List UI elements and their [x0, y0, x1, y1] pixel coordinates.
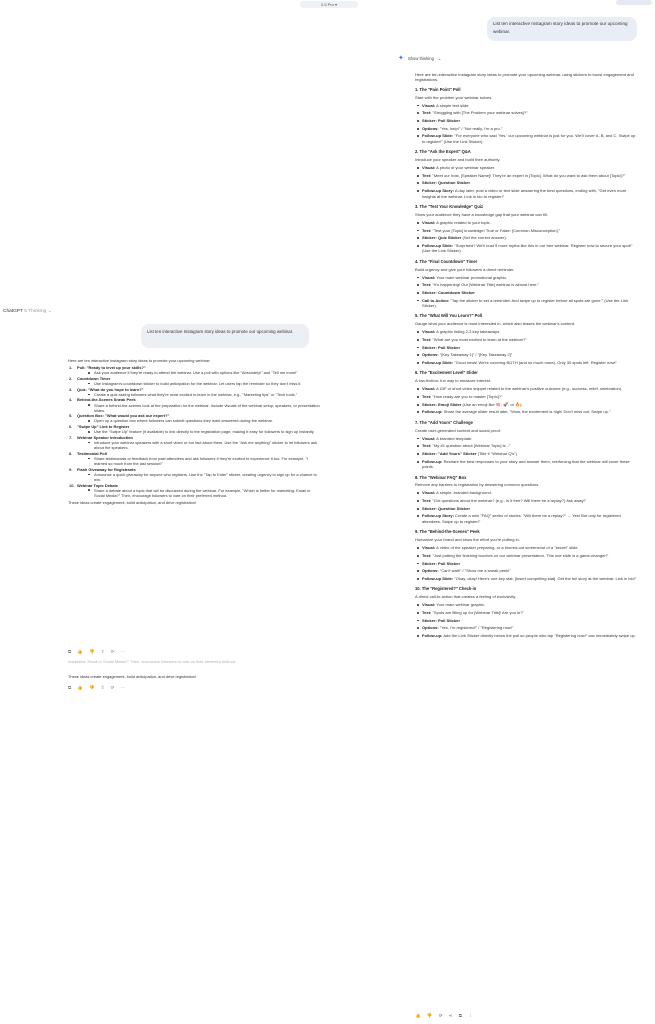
right-bullet: [415, 126, 637, 131]
left-outro-repeat: These ideas create engagement, build anticipation, and drive registration!: [68, 674, 197, 679]
right-bullet: [415, 275, 637, 280]
right-bullet-key: Follow-up Slide:: [422, 360, 454, 366]
left-idea-title: Testimonial Poll: [77, 450, 107, 456]
left-idea-number: 1.: [69, 365, 73, 371]
right-bullet: [415, 103, 637, 108]
left-idea-detail: Introduce your webinar speakers with a short video or fun fact about them. Use the "Ask me anything" sticker to let followers ask about the speakers.: [77, 440, 320, 450]
right-bullet: [415, 443, 637, 448]
right-section-title: 7. The "Add Yours" Challenge: [415, 419, 473, 425]
right-section-title: 1. The "Pain Point" Poll: [415, 86, 461, 92]
right-section: [415, 586, 637, 638]
right-section-desc: Start with the problem your webinar solves.: [415, 94, 493, 100]
right-bullet-key: Sticker: Quiz Sticker: [422, 235, 462, 241]
right-section: [415, 87, 637, 144]
right-bullet-value: Your main webinar promotional graphic.: [435, 274, 508, 280]
left-idea-title: Countdown Timer: [77, 375, 111, 381]
right-intro: Here are ten interactive Instagram story ideas to promote your upcoming webinar, using stickers to boost engagement and registrations.: [415, 72, 634, 83]
right-bullet-value: "What are you most excited to learn at the webinar?": [431, 336, 527, 342]
left-ideas-list: [68, 365, 320, 498]
right-bullet: [415, 459, 637, 470]
left-idea-number: 5.: [69, 413, 73, 419]
right-bullet-value: Reshare the best responses to your story and answer them, reinforcing that the webinar will cover these points.: [422, 458, 630, 470]
right-bullet-key: Options:: [422, 352, 439, 358]
right-section: [415, 204, 637, 254]
left-idea-detail: Use Instagram's countdown sticker to build anticipation for the webinar. Let users tap the reminder so they don't miss it.: [77, 381, 320, 386]
right-bullet: [415, 513, 637, 524]
right-bullet-key: Options:: [422, 568, 439, 574]
left-idea-number: 9.: [69, 466, 73, 472]
right-bullet: [415, 451, 637, 456]
left-idea-detail: Ask your audience if they're ready to attend the webinar. Use a poll with options like "Absolutely!" and "Tell me more!": [77, 370, 320, 375]
right-bullet: [415, 165, 637, 170]
right-section-title: 3. The "Test Your Knowledge" Quiz: [415, 203, 484, 209]
left-idea-item: [68, 413, 320, 423]
right-bullet-value: Share the average slider result later, "Wow, the excitement is high! Don't miss out. Swipe up.": [442, 409, 611, 415]
right-bullet-key: Visual:: [422, 165, 436, 171]
right-section-list: [415, 386, 637, 415]
right-bullet: [415, 568, 637, 573]
right-bullet-key: Sticker: Emoji Slider: [422, 401, 462, 407]
right-bullet-value: "Struggling with [The Problem your webinar solves]?": [431, 110, 528, 116]
right-bullet-value: A graphic related to your topic.: [435, 219, 491, 225]
right-bullet-value: (Title it "Webinar Q's"): [476, 451, 518, 457]
right-section-desc: Humanize your brand and show the effort you're putting in.: [415, 537, 520, 543]
right-bullet-value: "Yes, I'm registered!" / "Registering now!": [438, 625, 514, 631]
right-bullet-key: Visual:: [422, 490, 436, 496]
right-bullet-value: "My #1 question about [Webinar Topic] is...": [431, 443, 511, 449]
right-bullet-key: Sticker: Question Sticker: [422, 180, 471, 186]
right-bullet: [415, 490, 637, 495]
left-idea-detail: Share a debate about a topic that will be discussed during the webinar. For example, "Which is better for marketing: Email or Social Media?" Then, encourage followers to vote on their preferred method.: [77, 488, 320, 498]
right-bullet-key: Follow-up Story:: [422, 188, 454, 194]
left-user-prompt-bubble: [141, 324, 309, 348]
right-bullet-value: "Meet our host, [Speaker Name]! They're an expert in [Topic]. What do you want to ask them about [Topic]?": [431, 172, 626, 178]
right-bullet-key: Options:: [422, 625, 439, 631]
right-bullet: [415, 610, 637, 615]
right-section: [415, 313, 637, 365]
right-section-desc: A low-friction, fun way to measure interest.: [415, 378, 492, 384]
left-idea-title: Webinar Speaker Introduction: [77, 434, 133, 440]
right-bullet-value: Add the Link Sticker directly below the poll so people who tap "Registering now!" can immediately swipe up.: [442, 632, 636, 638]
right-bullet-key: Text:: [422, 498, 432, 504]
right-section: [415, 259, 637, 309]
left-idea-detail: Share testimonials or feedback from past attendees and ask followers if they're excited to experience it too. For example, "I learned so much from the last session!": [77, 456, 320, 466]
chevron-down-icon: ⌄: [437, 56, 442, 61]
right-bullet-key: Text:: [422, 394, 432, 399]
left-idea-item: [68, 451, 320, 466]
left-idea-title: Poll: "Ready to level up your skills?": [77, 365, 146, 371]
right-bullet-key: Text:: [422, 609, 432, 615]
left-model-label: 5 Thinking ⌄: [24, 309, 52, 314]
right-user-prompt-text: List ten interactive Instagram story ideas to promote our upcoming webinar.: [493, 21, 628, 34]
right-bullet-key: Sticker: Poll Sticker: [422, 118, 461, 124]
right-bullet-key: Visual:: [422, 545, 436, 551]
right-bullet: [415, 298, 637, 309]
right-section-list: [415, 165, 637, 199]
right-bullet: [415, 561, 637, 566]
left-idea-number: 6.: [69, 424, 73, 430]
right-bullet-value: "It's happening! Our [Webinar Title] webinar is almost here.": [431, 282, 540, 288]
right-section: [415, 420, 637, 470]
left-idea-detail: Share a behind-the-scenes look at the preparation for the webinar. Include visuals of the webinar setup, speakers, or presentation slides.: [77, 403, 320, 413]
left-idea-number: 3.: [69, 386, 73, 392]
right-bullet: [415, 409, 637, 414]
left-idea-item: [68, 435, 320, 450]
right-bullet-value: "Okay, okay! Here's one key stat: [Insert compelling stat]. Get the full story at the webinar. Link in bio!": [453, 575, 637, 581]
left-idea-detail: Create a quiz asking followers what they're most excited to learn in the webinar, e.g., "Marketing tips" or "Tech tools.": [77, 392, 320, 397]
right-section-desc: Gauge what your audience is most interested in, which also teases the webinar's content.: [415, 321, 576, 327]
right-section-desc: Build urgency and give your followers a direct reminder.: [415, 266, 515, 272]
right-bullet: [415, 633, 637, 638]
right-bullet-value: "Got questions about the webinar? (e.g., Is it free? Will there be a replay?) Ask away!": [431, 498, 587, 504]
right-bullet: [415, 235, 637, 240]
right-bullet-value: (Set the correct answer).: [461, 235, 507, 241]
right-section-title: 2. The "Ask the Expert" Q&A: [415, 149, 471, 155]
right-bullet: [415, 282, 637, 287]
right-bullet-key: Text:: [422, 282, 432, 288]
right-section-list: [415, 545, 637, 581]
left-idea-item: [68, 424, 320, 434]
right-bullet: [415, 498, 637, 503]
right-bullet-key: Visual:: [422, 386, 436, 392]
left-response: [68, 358, 320, 505]
right-section-list: [415, 436, 637, 470]
right-section-list: [415, 602, 637, 638]
right-bullet-key: Sticker: Poll Sticker: [422, 617, 461, 623]
left-idea-number: 7.: [69, 434, 73, 440]
right-bullet: [415, 394, 637, 399]
right-bullet-key: Sticker: Countdown Sticker: [422, 289, 475, 295]
right-bullet-value: "For everyone who said 'Yes,' our upcoming webinar is just for you. We'll cover A, B, and C. Swipe up to register!" (Use the Link Sticker).: [422, 133, 636, 144]
left-idea-detail: Open up a question box where followers can submit questions they want answered during the webinar.: [77, 418, 320, 423]
right-bullet: [415, 386, 637, 391]
right-section: [415, 475, 637, 525]
left-idea-item: [68, 365, 320, 375]
right-bullet-key: Visual:: [422, 274, 436, 280]
right-bullet: [415, 345, 637, 350]
right-bullet: [415, 618, 637, 623]
right-bullet-value: "Good news! We're covering BOTH (and so much more). Only 30 spots left. Register now!": [453, 360, 617, 366]
top-right-button[interactable]: [616, 0, 652, 5]
right-bullet-value: "Tap the sticker to set a reminder! And swipe up to register before all spots are gone." (Use the Link Sticker).: [422, 297, 629, 309]
left-outro: These ideas create engagement, build anticipation, and drive registration!: [68, 500, 197, 506]
right-section-title: 8. The "Webinar FAQ" Box: [415, 474, 467, 480]
model-selector-pill[interactable]: 2.5 Pro ▾: [300, 1, 358, 8]
right-response-actions[interactable]: 👍 👎 ⟳ ⋖ ⧉ ⋮: [415, 1013, 476, 1018]
right-section-title: 10. The "Registered?" Check-in: [415, 586, 477, 592]
left-user-prompt-text: List ten interactive Instagram story ideas to promote our upcoming webinar.: [147, 329, 294, 334]
right-bullet-key: Sticker: Question Sticker: [422, 505, 471, 511]
left-idea-title: Webinar Topic Debate: [77, 482, 118, 488]
right-bullet: [415, 133, 637, 144]
left-idea-item: [68, 376, 320, 386]
right-bullet: [415, 220, 637, 225]
right-bullet-value: "How ready are you to master [Topic]?": [431, 394, 503, 399]
right-bullet-key: Visual:: [422, 102, 436, 108]
right-section-title: 9. The "Behind-the-Scenes" Peek: [415, 529, 480, 535]
right-bullet-key: Options:: [422, 125, 439, 131]
right-sections: [415, 87, 637, 639]
left-idea-title: "Swipe Up" Link to Register: [77, 424, 130, 430]
right-section-desc: Create user-generated content and social proof.: [415, 427, 501, 433]
right-bullet-key: Sticker: Poll Sticker: [422, 560, 461, 566]
right-bullet-value: A graphic listing 2-3 key takeaways.: [435, 329, 501, 335]
left-idea-title: Flash Giveaway for Registrants: [77, 466, 136, 472]
right-response: [415, 72, 637, 643]
right-bullet: [415, 329, 637, 334]
right-bullet-key: Follow-up Slide:: [422, 575, 454, 581]
right-bullet-key: Text:: [422, 110, 432, 116]
right-bullet: [415, 602, 637, 607]
right-bullet: [415, 436, 637, 441]
right-bullet-key: Text:: [422, 552, 432, 558]
left-idea-number: 8.: [69, 450, 73, 456]
right-section-desc: A direct call-to-action that creates a feeling of exclusivity.: [415, 594, 517, 600]
left-idea-number: 2.: [69, 375, 73, 381]
right-bullet-value: A GIF or short video snippet related to the webinar's positive outcome (e.g., success, relief, celebration).: [435, 386, 623, 392]
right-bullet: [415, 625, 637, 630]
right-bullet: [415, 352, 637, 357]
right-bullet-key: Visual:: [422, 602, 436, 608]
right-bullet-key: Text:: [422, 172, 432, 178]
right-bullet-value: A photo of your webinar speaker.: [435, 165, 496, 171]
left-idea-title: Quiz: "What do you hope to learn?": [77, 386, 144, 392]
right-bullet-key: Follow-up Story:: [422, 513, 454, 519]
right-bullet-value: "Spots are filling up for [Webinar Title]! Are you in?": [431, 609, 524, 615]
left-header[interactable]: [3, 309, 52, 314]
right-section-desc: Show your audience they have a knowledge gap that your webinar can fill.: [415, 211, 548, 217]
right-section-list: [415, 103, 637, 145]
right-bullet-value: Your main webinar graphic.: [435, 602, 486, 608]
left-idea-title: Question Box: "What would you ask our expert?": [77, 413, 170, 419]
right-bullet-value: Create a mini "FAQ" series of stories. "Will there be a replay?" → Yes! But only for registered attendees. Swipe up to register!": [422, 513, 621, 524]
right-bullet: [415, 173, 637, 178]
right-bullet-key: Text:: [422, 336, 432, 342]
right-bullet-key: Follow-up:: [422, 458, 443, 464]
right-user-prompt-bubble: [487, 17, 637, 41]
right-bullet-key: Follow-up Slide:: [422, 242, 454, 248]
right-bullet: [415, 576, 637, 581]
right-section-title: 4. The "Final Countdown" Timer: [415, 258, 478, 264]
right-bullet-key: Follow-up:: [422, 632, 443, 638]
right-bullet-key: Visual:: [422, 329, 436, 335]
right-bullet: [415, 337, 637, 342]
right-bullet-key: Visual:: [422, 435, 436, 441]
right-bullet: [415, 110, 637, 115]
right-bullet: [415, 180, 637, 185]
right-bullet: [415, 188, 637, 199]
show-thinking-toggle[interactable]: [398, 55, 441, 62]
right-bullet-key: Visual:: [422, 219, 436, 225]
right-section-title: 6. The "Excitement Level" Slider: [415, 370, 478, 376]
right-section-desc: Introduce your speaker and build their authority.: [415, 157, 501, 163]
right-bullet-key: Sticker: Poll Sticker: [422, 344, 461, 350]
left-ghost-line: marketing: Email or Social Media?" Then, encourage followers to vote on their preferred method.: [68, 659, 237, 663]
right-bullet-value: A day later, post a video or text slide answering the best questions, ending with, "Get even more insights at the webinar. Link in bio to register!": [422, 188, 627, 199]
right-section-list: [415, 220, 637, 254]
left-idea-item: [68, 397, 320, 412]
right-bullet: [415, 228, 637, 233]
show-thinking-label: Show thinking: [407, 56, 434, 61]
right-bullet-key: Call to Action:: [422, 297, 450, 303]
right-section-list: [415, 490, 637, 524]
right-bullet-value: A branded template.: [435, 435, 473, 441]
right-section-list: [415, 275, 637, 309]
left-idea-item: [68, 387, 320, 397]
left-idea-item: [68, 467, 320, 482]
left-response-actions-repeat[interactable]: ⧉ 👍 👎 ⇧ ⟳ ⋯: [68, 685, 128, 690]
right-bullet-value: "Test your [Topic] knowledge! True or False: [Common Misconception].": [431, 227, 561, 233]
left-response-actions[interactable]: ⧉ 👍 👎 ⇧ ⟳ ⋯: [68, 649, 128, 654]
right-bullet-value: "[Key Takeaway 1]" / "[Key Takeaway 2]": [438, 352, 513, 358]
right-bullet: [415, 118, 637, 123]
left-idea-number: 4.: [69, 397, 73, 403]
right-section-list: [415, 329, 637, 365]
right-bullet: [415, 553, 637, 558]
left-idea-item: [68, 483, 320, 498]
left-idea-number: 10.: [69, 482, 75, 488]
right-bullet: [415, 506, 637, 511]
right-bullet-key: Follow-up:: [422, 409, 443, 415]
right-section-desc: Remove any barriers to registration by answering common questions.: [415, 482, 540, 488]
left-idea-detail: Announce a quick giveaway for anyone who registers. Use the "Tap to Enter" sticker, creating urgency to sign up for a chance to win.: [77, 472, 320, 482]
right-bullet-value: "Yes, help!" / "Not really, I'm a pro.": [438, 125, 503, 131]
right-bullet-key: Follow-up Slide:: [422, 133, 454, 139]
right-bullet: [415, 360, 637, 365]
right-bullet: [415, 243, 637, 254]
left-idea-title: Behind-the-Scenes Sneak Peek: [77, 397, 136, 403]
right-bullet-value: "Can't wait!" / "Show me a sneak peek!": [438, 568, 511, 574]
right-bullet-key: Sticker: "Add Yours" Sticker: [422, 451, 477, 457]
right-section: [415, 149, 637, 199]
right-bullet-key: Text:: [422, 443, 432, 449]
right-section-title: 5. The "What Will You Learn?" Poll: [415, 313, 483, 319]
right-bullet-value: "Surprised? We'll bust 5 more myths like this in our free webinar. Register now to secure your spot!" (Use the Link Sticker).: [422, 242, 633, 254]
left-app-title: ChatGPT: [3, 309, 23, 314]
right-bullet-key: Text:: [422, 227, 432, 233]
right-bullet-value: A simple text slide.: [435, 102, 470, 108]
right-section: [415, 529, 637, 581]
right-bullet: [415, 545, 637, 550]
right-bullet: [415, 290, 637, 295]
right-bullet: [415, 402, 637, 407]
right-bullet-value: A video of the speaker preparing, or a blurred-out screenshot of a "secret" slide.: [435, 545, 579, 551]
right-bullet-value: (Use an emoji like 🧠, 🚀, or 🔥).: [461, 401, 523, 407]
right-bullet-value: A simple, branded background.: [435, 490, 492, 496]
right-section: [415, 370, 637, 414]
sparkle-icon: ✦: [398, 55, 404, 62]
left-idea-detail: Use the "Swipe Up" feature (if available) to link directly to the registration page, making it easy for followers to sign up instantly.: [77, 429, 320, 434]
left-intro: Here are ten interactive Instagram story ideas to promote your upcoming webinar:: [68, 358, 211, 363]
right-bullet-value: "Just putting the finishing touches on our webinar presentation. This one slide is a game-changer!": [431, 552, 609, 558]
